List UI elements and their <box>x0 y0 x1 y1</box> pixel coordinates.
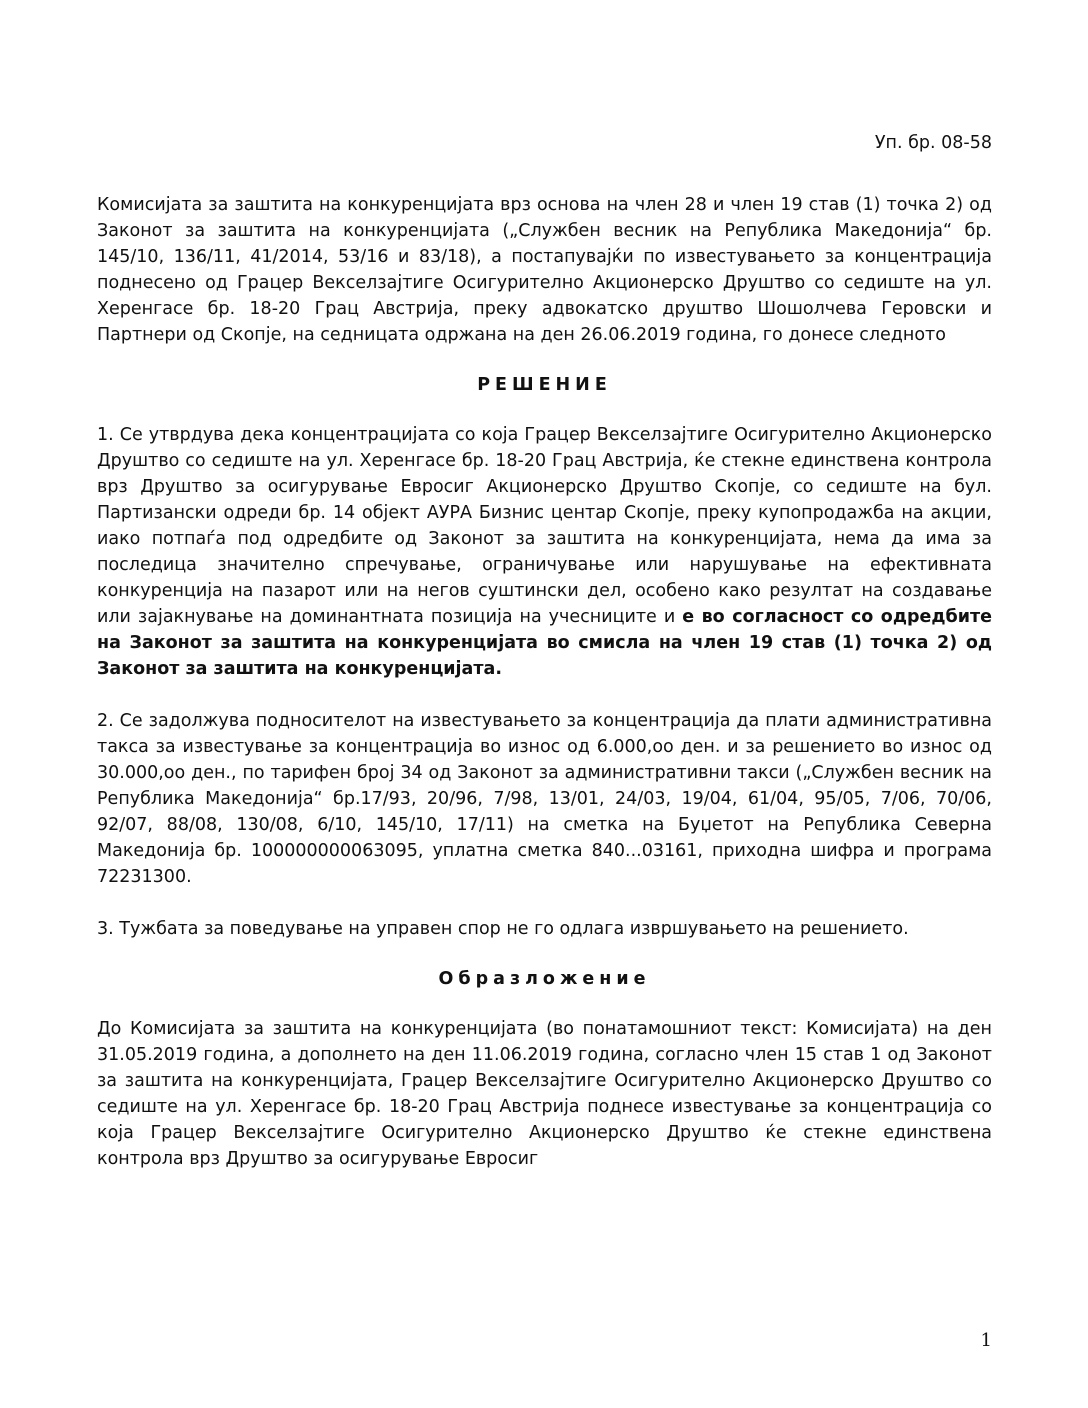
document-body <box>97 130 992 1172</box>
reasoning-paragraph: До Комисијата за заштита на конкуренцијата (во понатамошниот текст: Комисијата) на ден 31.05.2019 година, а дополнето на ден 11.06.2019 година, согласно член 15 став 1 од Законот за заштита на конкуренцијата, Грацер Векселзајтиге Осигурително Акционерско Друштво со седиште на ул. Херенгасе бр. 18-20 Грац Австрија поднесе известување за концентрација со која Грацер Векселзајтиге Осигурително Акционерско Друштво ќе стекне единствена контрола врз Друштво за осигурување Евросиг <box>97 1019 992 1169</box>
decision-heading: РЕШЕНИЕ <box>477 375 612 395</box>
decision-item-1 <box>97 422 992 682</box>
decision-item-3: 3. Тужбата за поведување на управен спор не го одлага извршувањето на решението. <box>97 919 909 939</box>
decision-item-1-bold: е во согласност со одредбите на Законот за заштита на конкуренцијата во смисла на член 19 став (1) точка 2) од Законот за заштита на конкуренцијата. <box>97 607 992 679</box>
reasoning-heading: Образложение <box>438 969 651 989</box>
case-reference: Уп. бр. 08-58 <box>874 133 992 153</box>
intro-paragraph: Комисијата за заштита на конкуренцијата врз основа на член 28 и член 19 став (1) точка 2) од Законот за заштита на конкуренцијата („Службен весник на Република Македонија“ бр. 145/10, 136/11, 41/2014, 53/16 и 83/18), а постапувајќи по известувањето за концентрација поднесено од Грацер Векселзајтиге Осигурително Акционерско Друштво со седиште на ул. Херенгасе бр. 18-20 Грац Австрија, преку адвокатско друштво Шошолчева Геровски и Партнери од Скопје, на седницата одржана на ден 26.06.2019 година, го донесе следното <box>97 195 992 345</box>
decision-item-2: 2. Се задолжува подносителот на известувањето за концентрација да плати административна такса за известување за концентрација во износ од 6.000,оо ден. и за решението во износ од 30.000,оо ден., по тарифен број 34 од Законот за административни такси („Службен весник на Република Македонија“ бр.17/93, 20/96, 7/98, 13/01, 24/03, 19/04, 61/04, 95/05, 7/06, 70/06, 92/07, 88/08, 130/08, 6/10, 145/10, 17/11) на сметка на Буџетот на Република Северна Македонија бр. 100000000063095, уплатна сметка 840...03161, приходна шифра и програма 72231300. <box>97 711 992 887</box>
decision-item-1-text: 1. Се утврдува дека концентрацијата со која Грацер Векселзајтиге Осигурително Акционерско Друштво со седиште на ул. Херенгасе бр. 18-20 Грац Австрија, ќе стекне единствена контрола врз Друштво за осигурување Евросиг Акционерско Друштво Скопје, со седиште на бул. Партизански одреди бр. 14 објект АУРА Бизнис центар Скопје, преку купопродажба на акции, иако потпаѓа под одредбите од Законот за заштита на конкуренцијата, нема да има за последица значително спречување, ограничување или нарушување на ефективната конкуренција на пазарот или на негов суштински дел, особено како резултат на создавање или зајакнување на доминантната позиција на учесниците и <box>97 425 992 627</box>
page-number: 1 <box>980 1330 992 1351</box>
